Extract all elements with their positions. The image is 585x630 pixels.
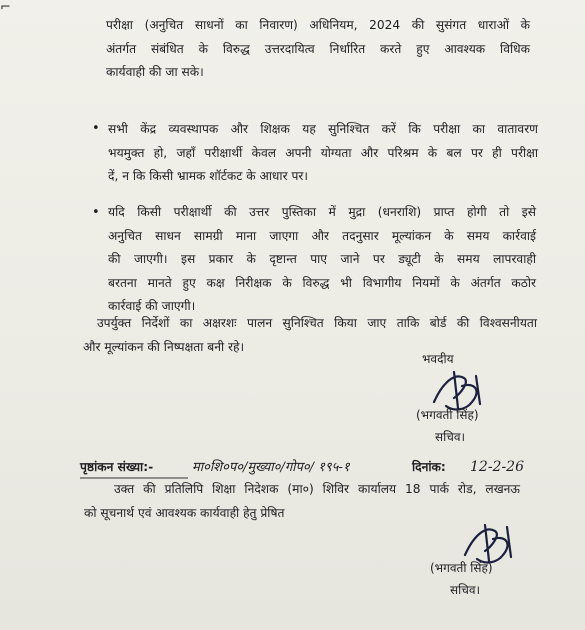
signatory-designation-copy: सचिव। [450, 583, 481, 597]
bullet-line: यदि किसी परीक्षार्थी की उत्तर पुस्तिका में मुद्रा (धनराशि) प्राप्त होगी तो इसे [108, 205, 536, 219]
reference-number: मा०शि०प०/मुख्या०/गोप०/ १९५-१ [192, 460, 350, 475]
signatory-designation: सचिव। [435, 430, 466, 444]
closing-line: उपर्युक्त निर्देशों का अक्षरशः पालन सुनिश्चित किया जाए ताकि बोर्ड की विश्वसनीयता [97, 316, 537, 330]
closing-paragraph [83, 312, 537, 359]
intro-line: अंतर्गत संबंधित के विरुद्ध उत्तरदायित्व निर्धारित करते हुए आवश्यक विधिक [106, 41, 530, 56]
intro-paragraph [106, 14, 530, 85]
bullet-line: कार्रवाई की जाएगी। [108, 299, 196, 313]
intro-line: परीक्षा (अनुचित साधनों का निवारण) अधिनियम, 2024 की सुसंगत धाराओं के [106, 18, 530, 32]
signatory-name: (भगवती सिंह) [416, 408, 479, 422]
closing-line: और मूल्यांकन की निष्पक्षता बनी रहे। [83, 339, 245, 354]
bullet-line: की जाएगी। इस प्रकार के दृष्टान्त पाए जाने पर ड्यूटी के समय लापरवाही [108, 252, 536, 266]
bullet-line: सभी केंद्र व्यवस्थापक और शिक्षक यह सुनिश्चित करें कि परीक्षा का वातावरण [108, 122, 538, 136]
intro-line: कार्यवाही की जा सके। [106, 65, 204, 79]
copy-note-line: को सूचनार्थ एवं आवश्यक कार्यवाही हेतु प्रेषित [84, 505, 285, 520]
bullet-marker: • [92, 205, 100, 220]
date-value: 12-2-26 [470, 459, 524, 475]
signatory-name-copy: (भगवती सिंह) [430, 561, 493, 575]
bullet-paragraph-currency-in-answer-sheet [108, 201, 536, 319]
bullet-line: बरतना मानते हुए कक्ष निरीक्षक के विरुद्ध भी विभागीय नियमों के अंतर्गत कठोर [108, 275, 536, 290]
reference-label: पृष्ठांकन संख्या:- [80, 460, 154, 474]
copy-note-line: उक्त की प्रतिलिपि शिक्षा निदेशक (मा०) शिविर कार्यालय 18 पार्क रोड, लखनऊ [114, 482, 520, 496]
bullet-paragraph-exam-environment [108, 118, 538, 189]
valediction: भवदीय [422, 352, 454, 366]
bullet-line: भयमुक्त हो, जहाँ परीक्षार्थी केवल अपनी योग्यता और परिश्रम के बल पर ही परीक्षा [108, 145, 538, 160]
page-corner-mark: ⌐ [0, 0, 11, 15]
date-label: दिनांक: [412, 460, 446, 474]
bullet-marker: • [92, 121, 100, 136]
bullet-line: अनुचित साधन सामग्री माना जाएगा और तदनुसार मूल्यांकन के समय कार्रवाई [108, 228, 536, 243]
bullet-line: दें, न कि किसी भ्रामक शॉर्टकट के आधार पर। [108, 169, 308, 183]
